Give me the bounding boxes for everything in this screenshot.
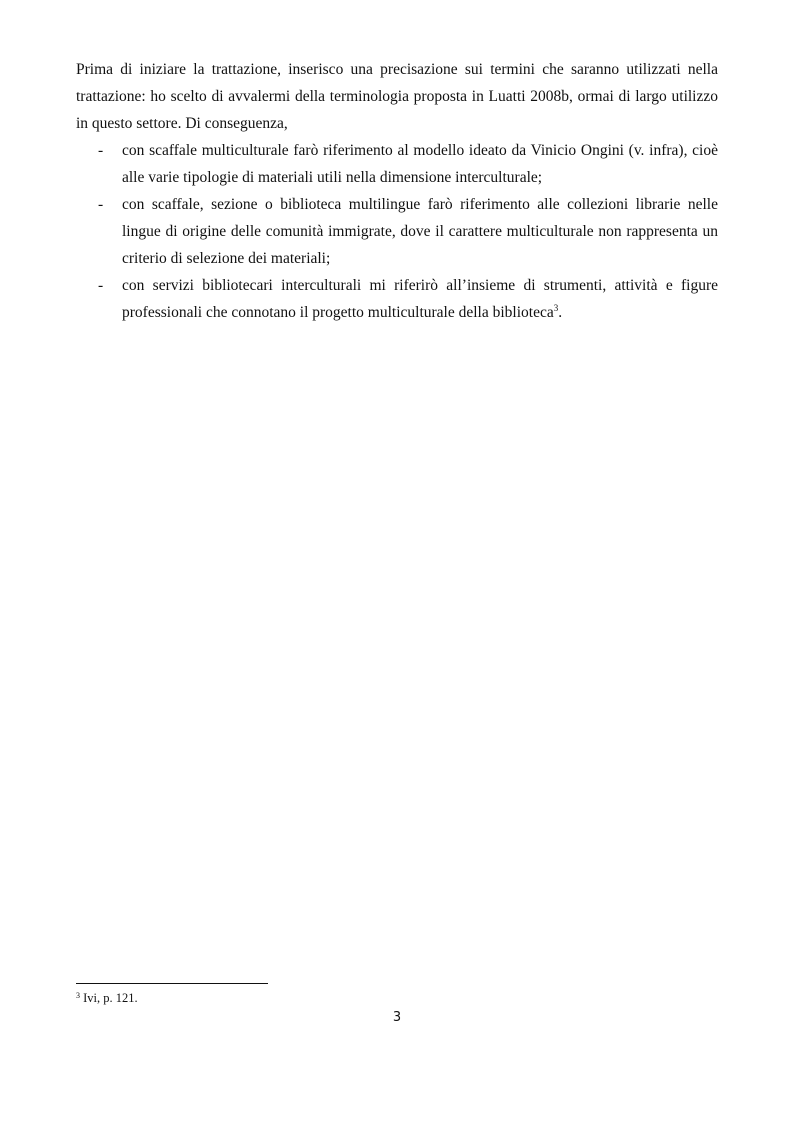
list-item bbox=[76, 191, 718, 272]
list-item-trailing-punctuation: . bbox=[558, 304, 563, 321]
list-item bbox=[76, 272, 718, 326]
footnote bbox=[76, 990, 138, 1006]
list-dash: - bbox=[98, 277, 104, 294]
list-dash: - bbox=[98, 196, 104, 213]
footnote-number: 3 bbox=[76, 991, 80, 1000]
terminology-list bbox=[76, 137, 718, 326]
list-item-text: con scaffale multiculturale farò riferimento al modello ideato da Vinicio Ongini (v. infra), cioè alle varie tipologie di materiali utili nella dimensione interculturale; bbox=[122, 142, 718, 186]
list-dash: - bbox=[98, 142, 104, 159]
list-item-text: con servizi bibliotecari interculturali mi riferirò all’insieme di strumenti, attività e figure professionali che connotano il progetto multiculturale della biblioteca bbox=[122, 277, 718, 321]
footnote-separator bbox=[76, 983, 268, 984]
footnote-text: Ivi, p. 121. bbox=[83, 991, 138, 1005]
list-item bbox=[76, 137, 718, 191]
body-text bbox=[76, 56, 718, 326]
footnote-reference[interactable]: 3 bbox=[553, 303, 559, 313]
page-number: 3 bbox=[392, 1010, 402, 1025]
list-item-text: con scaffale, sezione o biblioteca multilingue farò riferimento alle collezioni librarie nelle lingue di origine delle comunità immigrate, dove il carattere multiculturale non rappresenta un criterio di selezione dei materiali; bbox=[122, 196, 718, 267]
intro-paragraph: Prima di iniziare la trattazione, inserisco una precisazione sui termini che saranno utilizzati nella trattazione: ho scelto di avvalermi della terminologia proposta in Luatti 2008b, ormai di largo utilizzo in questo settore. Di conseguenza, bbox=[76, 61, 718, 132]
